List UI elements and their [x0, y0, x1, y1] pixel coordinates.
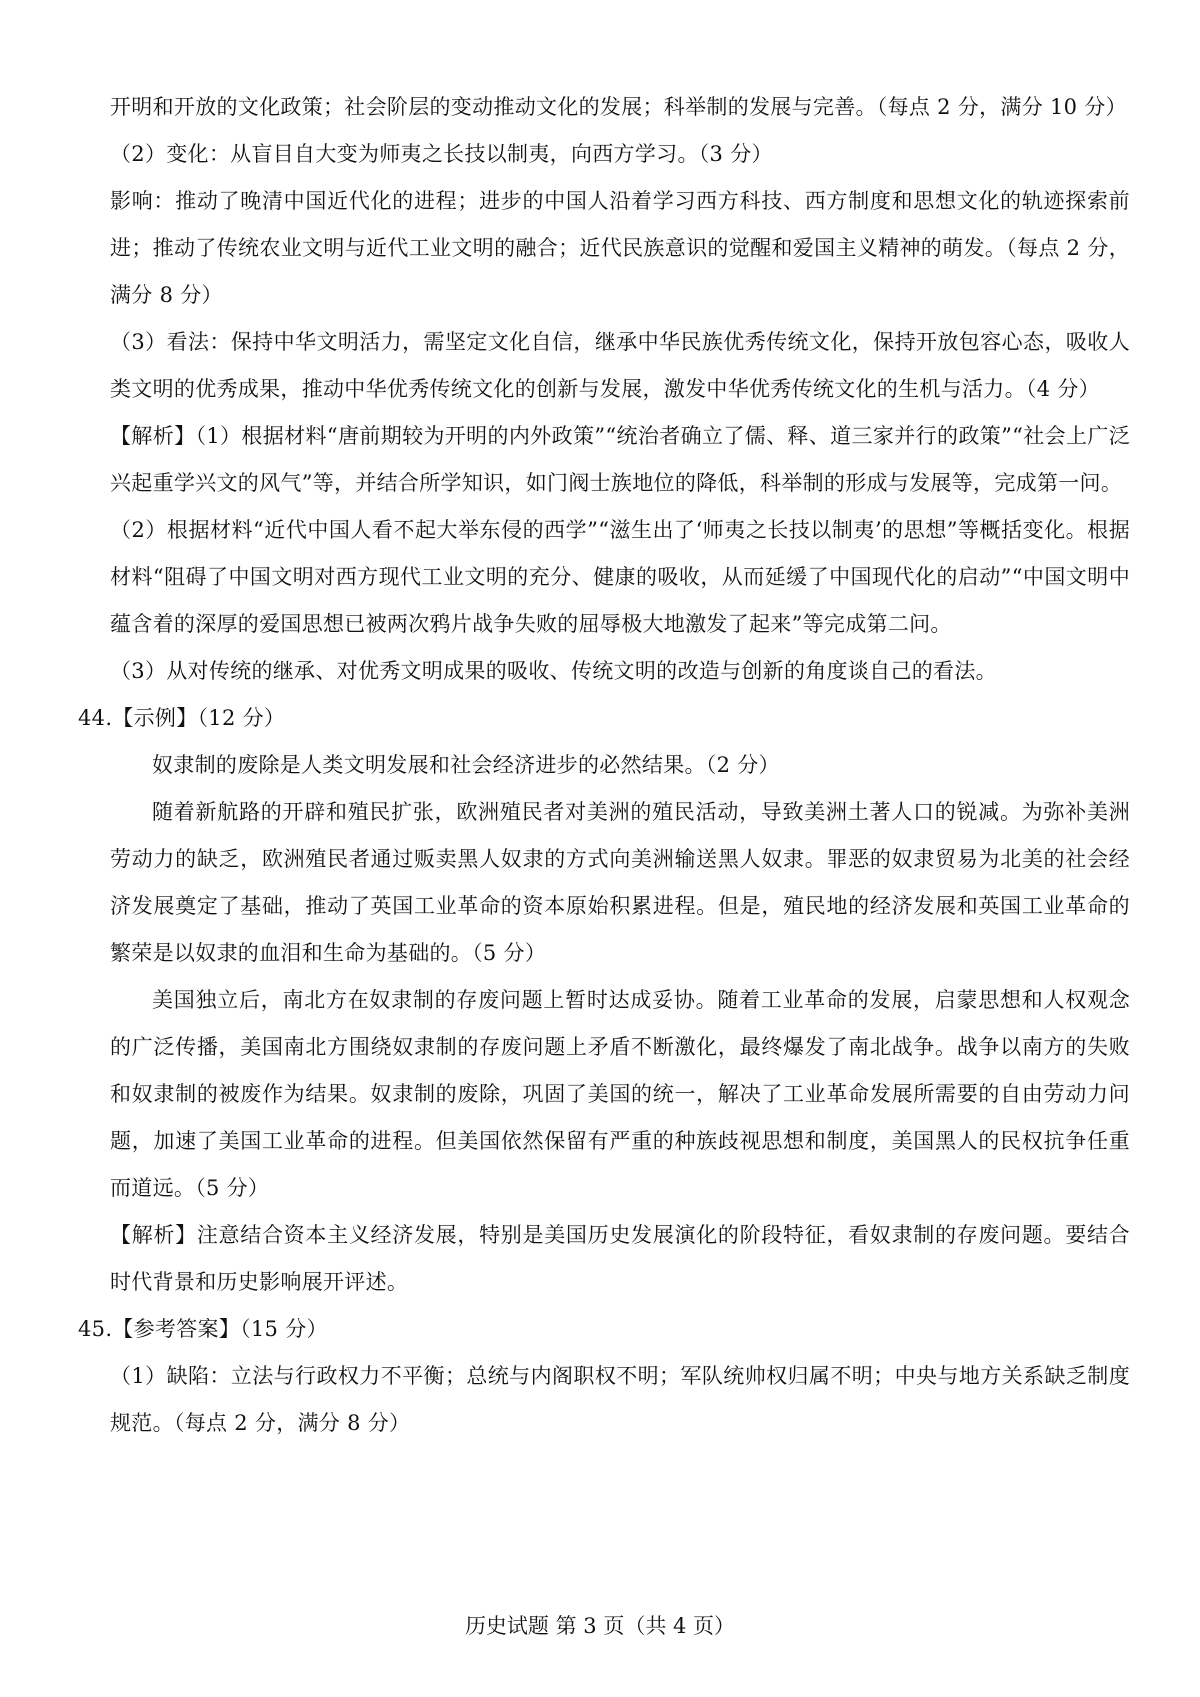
paragraph-q43-analysis-3: （3）从对传统的继承、对优秀文明成果的吸收、传统文明的改造与创新的角度谈自己的看法。 [110, 659, 997, 683]
paragraph-q44-body-1: 随着新航路的开辟和殖民扩张，欧洲殖民者对美洲的殖民活动，导致美洲土著人口的锐减。为弥补美洲劳动力的缺乏，欧洲殖民者通过贩卖黑人奴隶的方式向美洲输送黑人奴隶。罪恶的奴隶贸易为北美的社会经济发展奠定了基础，推动了英国工业革命的资本原始积累进程。但是，殖民地的经济发展和英国工业革命的繁荣是以奴隶的血泪和生命为基础的。（5 分） [110, 800, 1130, 965]
page-footer: 历史试题 第 3 页（共 4 页） [464, 1614, 736, 1638]
paragraph-q43-1-tail: 开明和开放的文化政策；社会阶层的变动推动文化的发展；科举制的发展与完善。（每点 2 分，满分 10 分） [110, 95, 1127, 119]
paragraph-q44-body-2: 美国独立后，南北方在奴隶制的存废问题上暂时达成妥协。随着工业革命的发展，启蒙思想和人权观念的广泛传播，美国南北方围绕奴隶制的存废问题上矛盾不断激化，最终爆发了南北战争。战争以南方的失败和奴隶制的被废作为结果。奴隶制的废除，巩固了美国的统一，解决了工业革命发展所需要的自由劳动力问题，加速了美国工业革命的进程。但美国依然保留有严重的种族歧视思想和制度，美国黑人的民权抗争任重而道远。（5 分） [110, 988, 1130, 1200]
paragraph-q44-analysis: 【解析】注意结合资本主义经济发展，特别是美国历史发展演化的阶段特征，看奴隶制的存废问题。要结合时代背景和历史影响展开评述。 [110, 1223, 1130, 1294]
answer-page-body [78, 84, 1130, 1447]
paragraph-q43-2-change: （2）变化：从盲目自大变为师夷之长技以制夷，向西方学习。（3 分） [110, 142, 773, 166]
paragraph-q43-analysis-2: （2）根据材料“近代中国人看不起大举东侵的西学”“滋生出了‘师夷之长技以制夷’的思想”等概括变化。根据材料“阻碍了中国文明对西方现代工业文明的充分、健康的吸收，从而延缓了中国现代化的启动”“中国文明中蕴含着的深厚的爱国思想已被两次鸦片战争失败的屈辱极大地激发了起来”等完成第二问。 [110, 518, 1130, 636]
paragraph-q45-1: （1）缺陷：立法与行政权力不平衡；总统与内阁职权不明；军队统帅权归属不明；中央与地方关系缺乏制度规范。（每点 2 分，满分 8 分） [110, 1364, 1130, 1435]
question-45-heading: 45.【参考答案】（15 分） [78, 1317, 328, 1341]
paragraph-q44-thesis: 奴隶制的废除是人类文明发展和社会经济进步的必然结果。（2 分） [152, 753, 780, 777]
question-44-heading: 44.【示例】（12 分） [78, 706, 286, 730]
paragraph-q43-3-view: （3）看法：保持中华文明活力，需坚定文化自信，继承中华民族优秀传统文化，保持开放包容心态，吸收人类文明的优秀成果，推动中华优秀传统文化的创新与发展，激发中华优秀传统文化的生机与活力。（4 分） [110, 330, 1130, 401]
paragraph-q43-analysis-1: 【解析】（1）根据材料“唐前期较为开明的内外政策”“统治者确立了儒、释、道三家并行的政策”“社会上广泛兴起重学兴文的风气”等，并结合所学知识，如门阀士族地位的降低，科举制的形成与发展等，完成第一问。 [110, 424, 1130, 495]
paragraph-q43-2-impact: 影响：推动了晚清中国近代化的进程；进步的中国人沿着学习西方科技、西方制度和思想文化的轨迹探索前进；推动了传统农业文明与近代工业文明的融合；近代民族意识的觉醒和爱国主义精神的萌发。（每点 2 分，满分 8 分） [110, 189, 1130, 307]
